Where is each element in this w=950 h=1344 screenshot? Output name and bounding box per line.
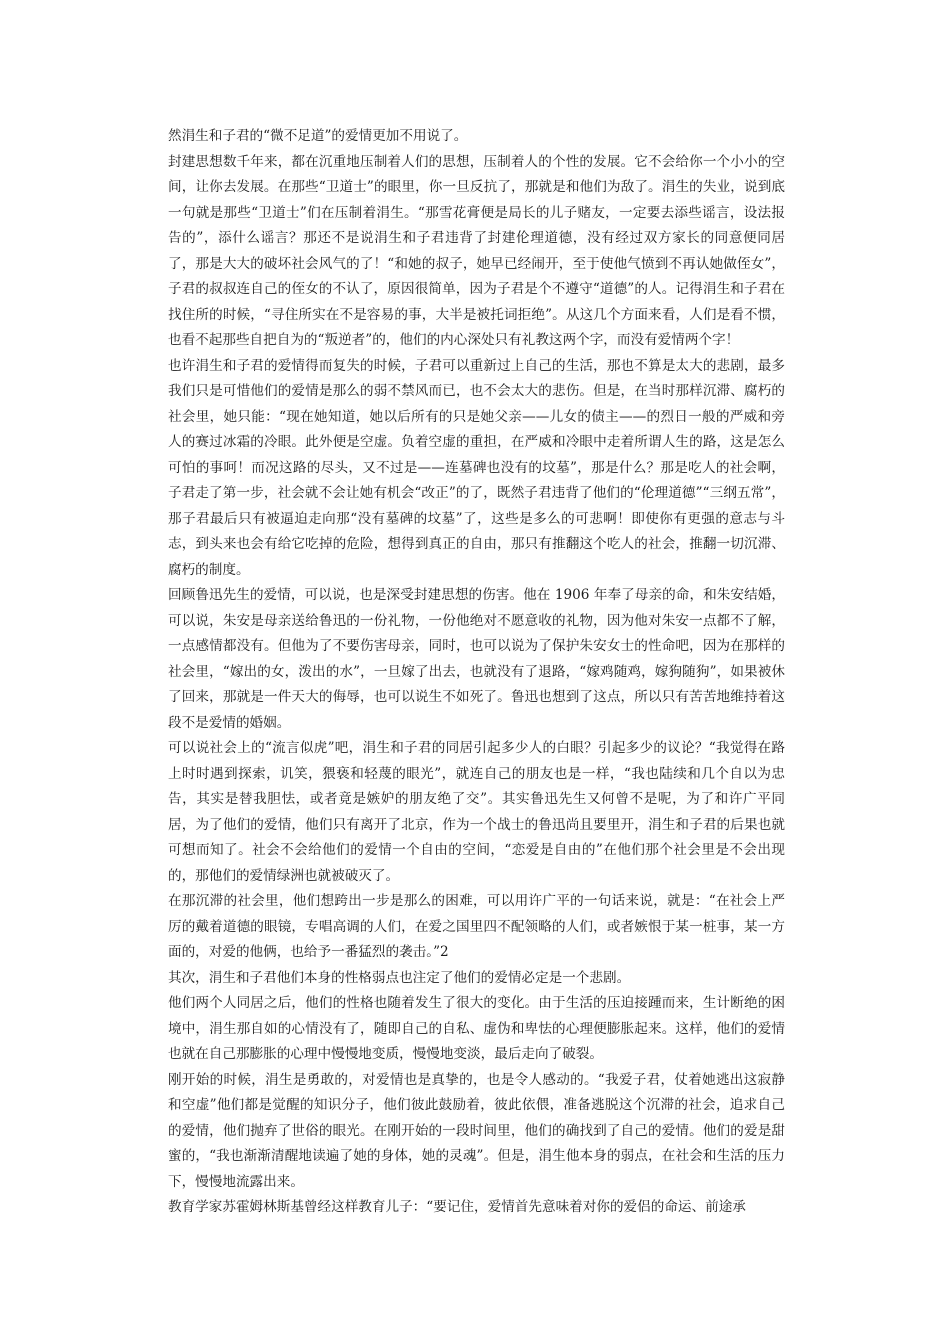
paragraph: 刚开始的时候，涓生是勇敢的，对爱情也是真挚的，也是令人感动的。“我爱子君，仗着她逃出这寂静和空虚”他们都是觉醒的知识分子，他们彼此鼓励着，彼此依偎，准备逃脱这个沉滞的社会，追求自己的爱情，他们抛弃了世俗的眼光。在刚开始的一段时间里，他们的确找到了自己的爱情。他们的爱是甜蜜的，“我也渐渐清醒地读遍了她的身体，她的灵魂”。但是，涓生他本身的弱点，在社会和生活的压力下，慢慢地流露出来。 [168, 1071, 785, 1190]
paragraph: 封建思想数千年来，都在沉重地压制着人们的思想，压制着人的个性的发展。它不会给你一个小小的空间，让你去发展。在那些“卫道士”的眼里，你一旦反抗了，那就是和他们为敌了。涓生的失业，说到底一句就是那些“卫道士”们在压制着涓生。“那雪花膏便是局长的儿子赌友，一定要去添些谣言，设法报告的”，添什么谣言？那还不是说涓生和子君违背了封建伦理道德，没有经过双方家长的同意便同居了，那是大大的破坏社会风气的了！“和她的叔子，她早已经闹开，至于使他气愤到不再认她做侄女”，子君的叔叔连自己的侄女的不认了，原因很简单，因为子君是个不遵守“道德”的人。记得涓生和子君在找住所的时候，“寻住所实在不是容易的事，大半是被托词拒绝”。从这几个方面来看，人们是看不惯，也看不起那些自把自为的“叛逆者”的，他们的内心深处只有礼教这两个字，而没有爱情两个字！ [168, 153, 785, 348]
paragraph: 教育学家苏霍姆林斯基曾经这样教育儿子：“要记住，爱情首先意味着对你的爱侣的命运、前途承 [168, 1199, 746, 1215]
paragraph: 在那沉滞的社会里，他们想跨出一步是那么的困难，可以用许广平的一句话来说，就是：“在社会上严厉的戴着道德的眼镜，专唱高调的人们，在爱之国里四不配领略的人们，或者嫉恨于某一桩事，某一方面的，对爱的他俩，也给予一番猛烈的袭击。”2 [168, 893, 785, 960]
paragraph: 其次，涓生和子君他们本身的性格弱点也注定了他们的爱情必定是一个悲剧。 [168, 969, 631, 986]
paragraph: 也许涓生和子君的爱情得而复失的时候，子君可以重新过上自己的生活，那也不算是太大的悲剧，最多我们只是可惜他们的爱情是那么的弱不禁风而已，也不会太大的悲伤。但是，在当时那样沉滞、腐朽的社会里，她只能：“现在她知道，她以后所有的只是她父亲——儿女的债主——的烈日一般的严威和旁人的赛过冰霜的冷眼。此外便是空虚。负着空虚的重担，在严威和冷眼中走着所谓人生的路，这是怎么可怕的事呵！而况这路的尽头，又不过是——连墓碑也没有的坟墓”，那是什么？那是吃人的社会啊，子君走了第一步，社会就不会让她有机会“改正”的了，既然子君违背了他们的“伦理道德”“三纲五常”，那子君最后只有被逼迫走向那“没有墓碑的坟墓”了，这些是多么的可悲啊！即使你有更强的意志与斗志，到头来也会有给它吃掉的危险，想得到真正的自由，那只有推翻这个吃人的社会，推翻一切沉滞、腐朽的制度。 [168, 357, 785, 578]
paragraph: 回顾鲁迅先生的爱情，可以说，也是深受封建思想的伤害。他在 1906 年奉了母亲的命，和朱安结婚，可以说，朱安是母亲送给鲁迅的一份礼物，一份他绝对不愿意收的礼物，因为他对朱安一点都不了解，一点感情都没有。但他为了不要伤害母亲，同时，也可以说为了保护朱安女士的性命吧，因为在那样的社会里，“嫁出的女，泼出的水”，一旦嫁了出去，也就没有了退路，“嫁鸡随鸡，嫁狗随狗”，如果被休了回来，那就是一件天大的侮辱，也可以说生不如死了。鲁迅也想到了这点，所以只有苦苦地维持着这段不是爱情的婚姻。 [168, 587, 785, 731]
document-body [168, 124, 785, 1221]
paragraph: 他们两个人同居之后，他们的性格也随着发生了很大的变化。由于生活的压迫接踵而来，生计断绝的困境中，涓生那自如的心情没有了，随即自己的自私、虚伪和卑怯的心理便膨胀起来。这样，他们的爱情也就在自己那膨胀的心理中慢慢地变质，慢慢地变淡，最后走向了破裂。 [168, 995, 785, 1062]
paragraph: 然涓生和子君的“微不足道”的爱情更加不用说了。 [168, 128, 468, 144]
paragraph: 可以说社会上的“流言似虎”吧，涓生和子君的同居引起多少人的白眼？引起多少的议论？“我觉得在路上时时遇到探索，讥笑，猥亵和轻蔑的眼光”，就连自己的朋友也是一样，“我也陆续和几个自以为忠告，其实是替我胆怯，或者竟是嫉妒的朋友绝了交”。其实鲁迅先生又何曾不是呢，为了和许广平同居，为了他们的爱情，他们只有离开了北京，作为一个战士的鲁迅尚且要里开，涓生和子君的后果也就可想而知了。社会不会给他们的爱情一个自由的空间，“恋爱是自由的”在他们那个社会里是不会出现的，那他们的爱情绿洲也就被破灭了。 [168, 740, 785, 884]
